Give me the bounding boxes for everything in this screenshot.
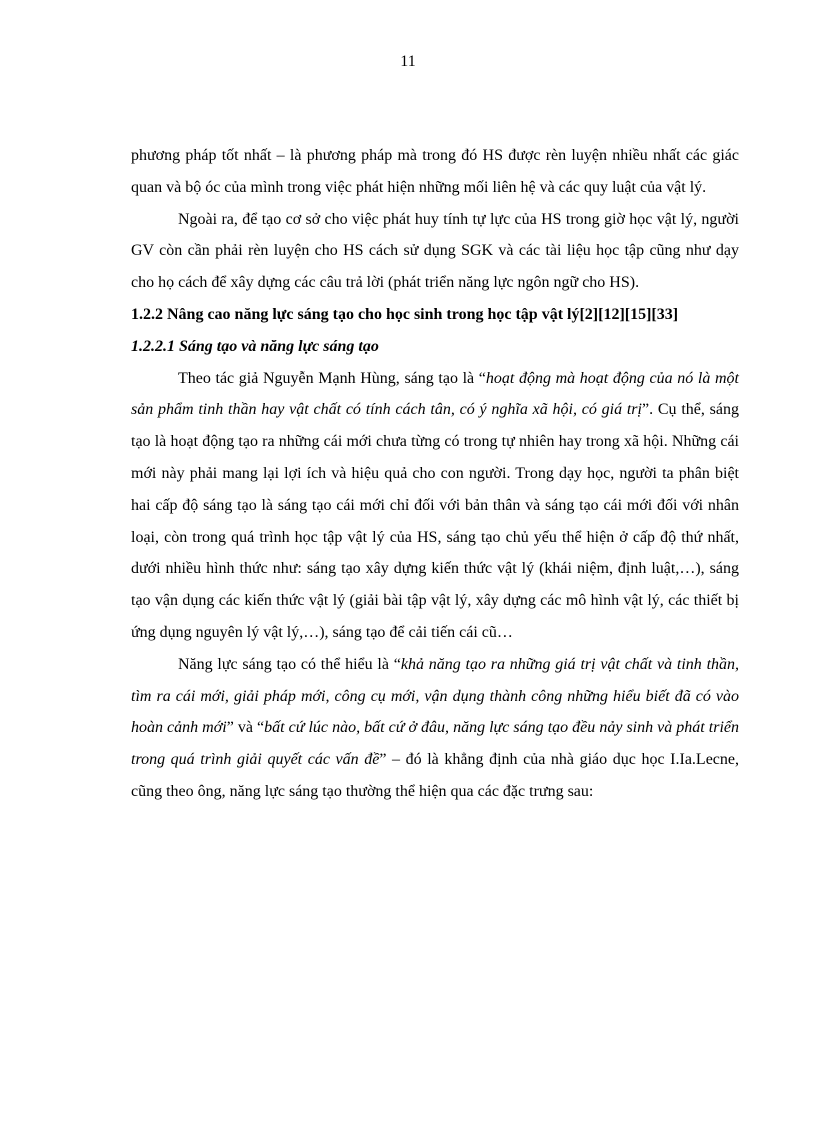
p4-quote-1: khả năng tạo ra những giá trị vật chất và tinh thần, tìm ra cái mới, giải pháp mới, công cụ mới, vận dụng thành công những hiểu biết đã có vào hoàn cảnh mới [131,655,740,737]
p4-rest: ” – đó là khẳng định của nhà giáo dục học I.Ia.Lecne, cũng theo ông, năng lực sáng tạo thường thể hiện qua các đặc trưng sau: [131,751,739,800]
p3-rest: ”. Cụ thể, sáng tạo là hoạt động tạo ra những cái mới chưa từng có trong tự nhiên hay trong xã hội. Những cái mới này phải mang lại lợi ích và hiệu quả cho con người. Trong dạy học, người ta phân biệt hai cấp độ sáng tạo là sáng tạo cái mới chỉ đối với bản thân và sáng tạo cái mới đối với nhân loại, còn trong quá trình học tập vật lý của HS, sáng tạo chủ yếu thể hiện ở cấp độ thứ nhất, dưới nhiều hình thức như: sáng tạo xây dựng kiến thức vật lý (khái niệm, định luật,…), sáng tạo vận dụng các kiến thức vật lý (giải bài tập vật lý, xây dựng các mô hình vật lý, các thiết bị ứng dụng nguyên lý vật lý,…), sáng tạo để cải tiến cái cũ… [131,401,739,641]
paragraph-creative-capacity [131,649,739,808]
section-heading: 1.2.2 Nâng cao năng lực sáng tạo cho học sinh trong học tập vật lý[2][12][15][33] [131,305,679,323]
paragraph-self-reliance: Ngoài ra, để tạo cơ sở cho việc phát huy tính tự lực của HS trong giờ học vật lý, người GV còn cần phải rèn luyện cho HS cách sử dụng SGK và các tài liệu học tập cũng như dạy cho họ cách để xây dựng các câu trả lời (phát triển năng lực ngôn ngữ cho HS). [131,210,739,292]
paragraph-continuation: phương pháp tốt nhất – là phương pháp mà trong đó HS được rèn luyện nhiều nhất các giác quan và bộ óc của mình trong việc phát hiện những mối liên hệ và các quy luật của vật lý. [131,147,739,196]
p3-lead: Theo tác giả Nguyễn Mạnh Hùng, sáng tạo là “ [178,369,486,387]
page-number: 11 [400,53,416,70]
subsection-heading: 1.2.2.1 Sáng tạo và năng lực sáng tạo [131,337,379,355]
p4-lead: Năng lực sáng tạo có thể hiểu là “ [178,655,401,673]
p4-mid: ” và “ [226,719,265,737]
page-body [131,140,739,808]
p3-quote: hoạt động mà hoạt động của nó là một sản phẩm tinh thần hay vật chất có tính cách tân, có ý nghĩa xã hội, có giá trị [131,369,739,419]
p4-quote-2: bất cứ lúc nào, bất cứ ở đâu, năng lực sáng tạo đều nảy sinh và phát triển trong quá trình giải quyết các vấn đề [131,719,740,769]
paragraph-creativity-definition [131,363,739,649]
